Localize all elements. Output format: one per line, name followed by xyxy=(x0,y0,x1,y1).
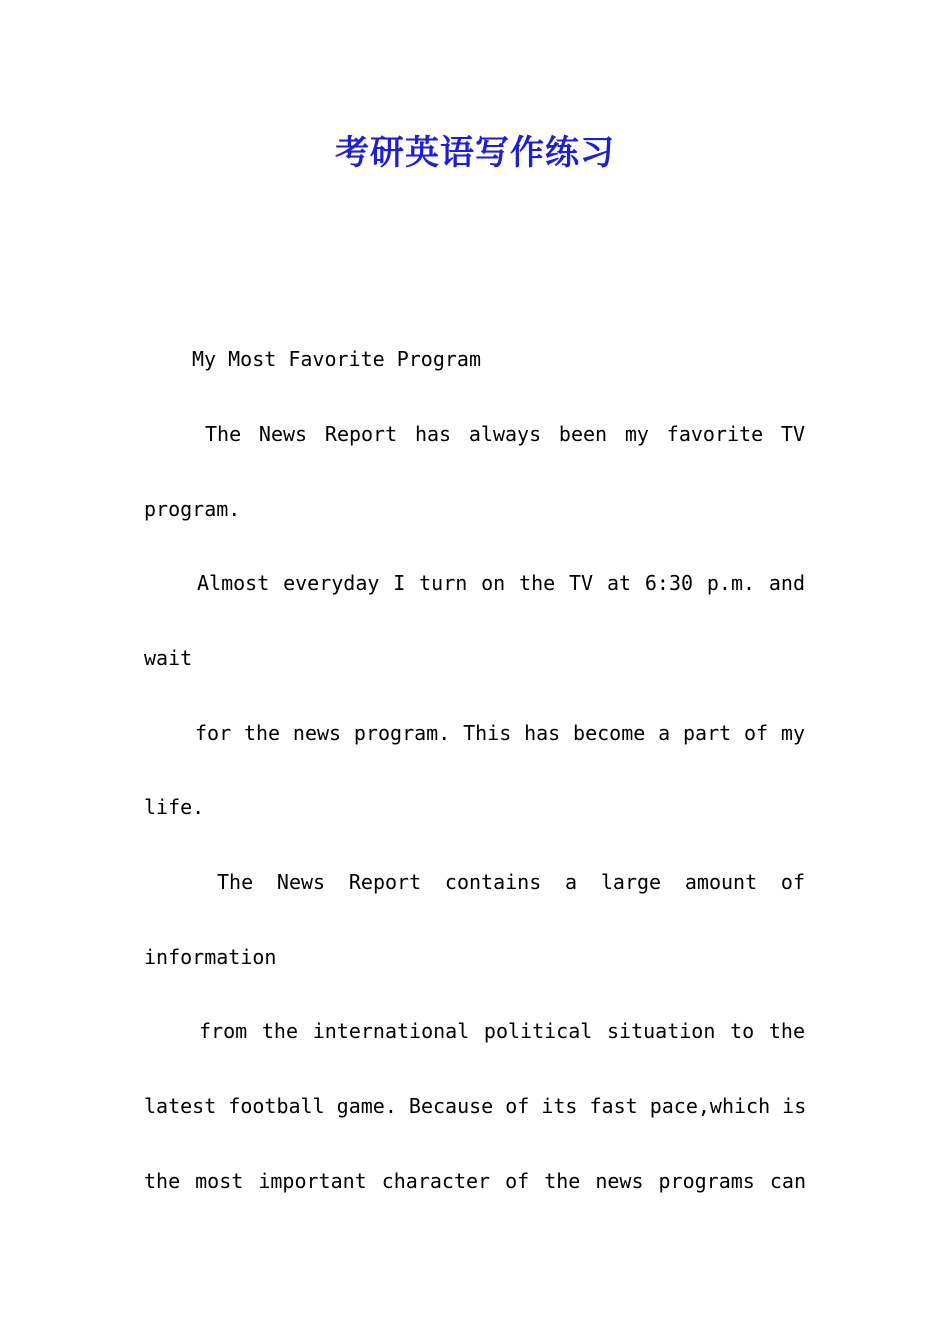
text-line: the most important character of the news programs can xyxy=(144,1169,806,1193)
text-line: wait xyxy=(144,646,193,670)
text-line: The News Report contains a large amount of xyxy=(217,870,805,894)
text-line: life. xyxy=(144,795,205,819)
text-line: information xyxy=(144,945,277,969)
text-line: The News Report has always been my favorite TV xyxy=(205,422,805,446)
document-title: 考研英语写作练习 xyxy=(335,133,615,173)
text-line: latest football game. Because of its fast pace,which is xyxy=(144,1094,807,1118)
text-line: program. xyxy=(144,497,241,521)
text-line: Almost everyday I turn on the TV at 6:30 p.m. and xyxy=(197,571,805,595)
text-line: for the news program. This has become a part of my xyxy=(195,721,805,745)
text-line: from the international political situation to the xyxy=(199,1019,805,1043)
essay-heading: My Most Favorite Program xyxy=(192,347,481,371)
